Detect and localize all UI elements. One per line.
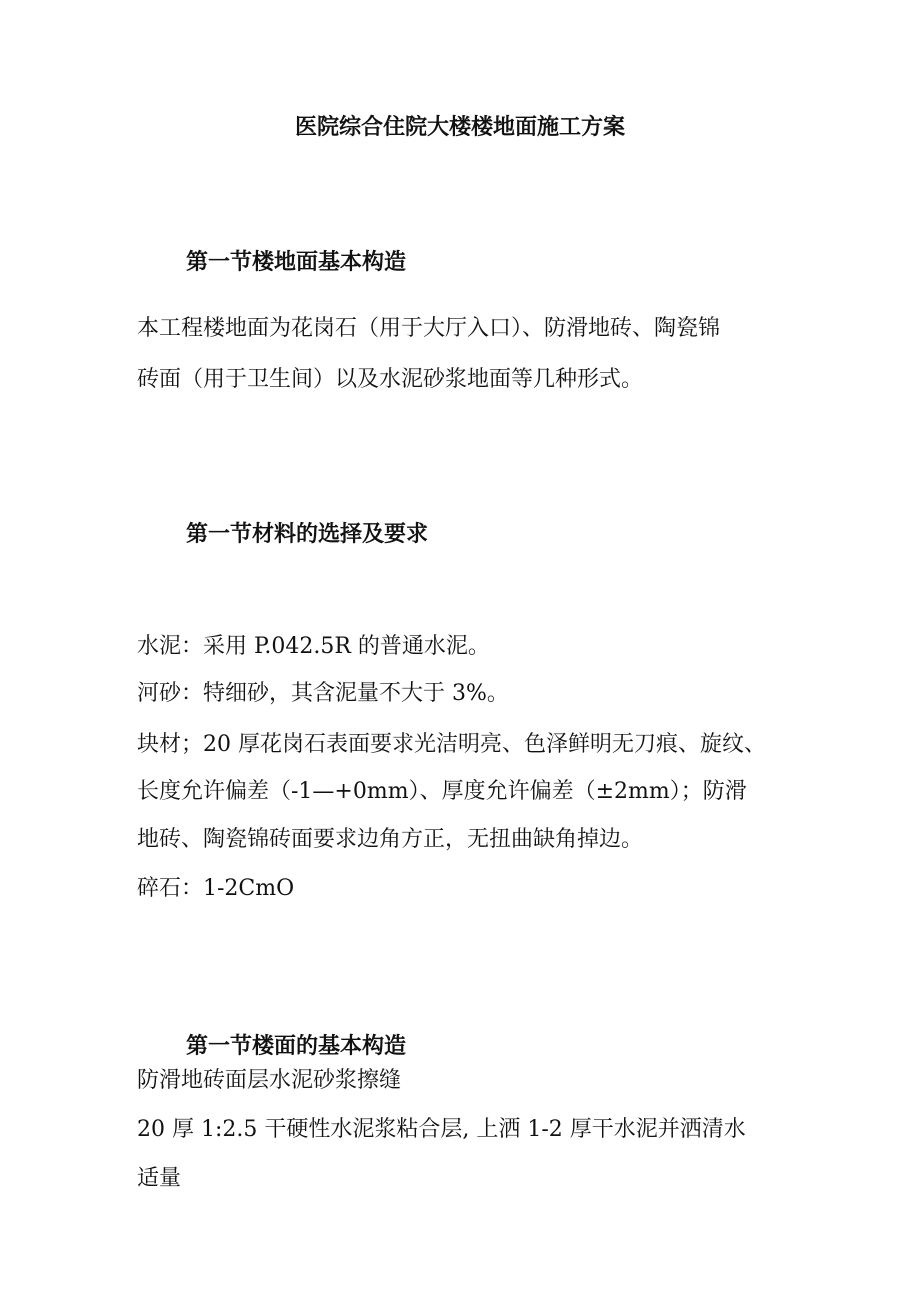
paragraph-line: 块材；20 厚花岗石表面要求光洁明亮、色泽鲜明无刀痕、旋纹、 [137,732,766,757]
paragraph-line: 砖面（用于卫生间）以及水泥砂浆地面等几种形式。 [137,367,644,392]
paragraph-line: 碎石：1-2CmO [137,876,295,901]
paragraph-line: 防滑地砖面层水泥砂浆擦缝 [137,1068,402,1093]
paragraph-line: 河砂：特细砂，其含泥量不大于 3%。 [137,681,509,706]
paragraph-line: 适量 [137,1166,182,1191]
paragraph-line: 本工程楼地面为花岗石（用于大厅入口）、防滑地砖、陶瓷锦 [137,316,721,341]
paragraph-line: 20 厚 1:2.5 干硬性水泥浆粘合层, 上洒 1-2 厚干水泥并洒清水 [137,1117,746,1142]
paragraph-line: 长度允许偏差（-1—+0mm）、厚度允许偏差（±2mm）；防滑 [137,779,747,804]
document-title: 医院综合住院大楼楼地面施工方案 [294,114,625,140]
paragraph-line: 地砖、陶瓷锦砖面要求边角方正，无扭曲缺角掉边。 [137,827,644,852]
section-heading-floor-structure: 第一节楼面的基本构造 [186,1033,407,1059]
section-heading-floor-construction: 第一节楼地面基本构造 [186,249,407,275]
paragraph-line: 水泥：采用 P.042.5R 的普通水泥。 [137,634,490,659]
section-heading-materials: 第一节材料的选择及要求 [186,521,429,547]
